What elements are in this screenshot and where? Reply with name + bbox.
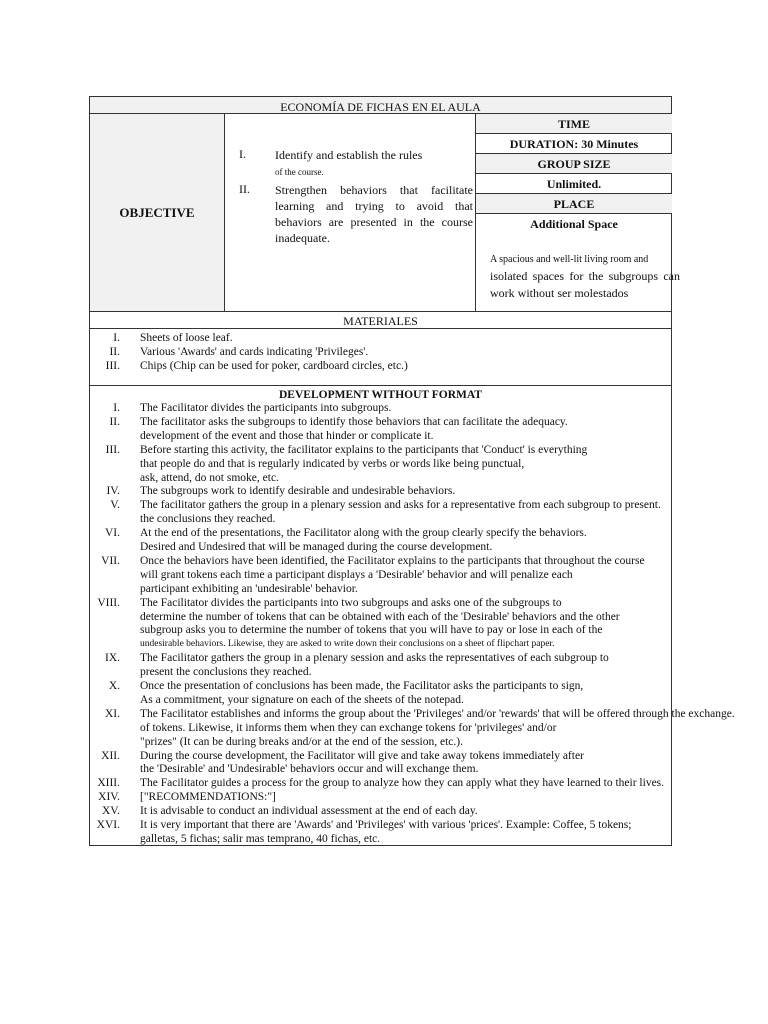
time-label: TIME — [476, 114, 672, 134]
list-item-text: present the conclusions they reached. — [140, 666, 312, 679]
list-item-number: XIII. — [97, 777, 120, 790]
list-item-number: X. — [108, 680, 120, 692]
list-item-number: XII. — [101, 749, 120, 762]
list-item-text: It is very important that there are 'Awards' and 'Privileges' with various 'prices'. Example: Coffee, 5 tokens; — [140, 819, 632, 831]
list-item-text: development of the event and those that hinder or complicate it. — [140, 429, 434, 442]
objective-num: I. — [239, 147, 246, 161]
list-item-text: The facilitator asks the subgroups to identify those behaviors that can facilitate the adequacy. — [140, 415, 568, 428]
objective-label: OBJECTIVE — [90, 114, 225, 311]
document-table: ECONOMÍA DE FICHAS EN EL AULA OBJECTIVE I. Identify and establish the rules of the course. II. Strengthen behaviors that facilitate learning and trying to avoid that behaviors are presented in the course inadequate. TIME DURATION: 30 Minutes GROUP SIZE Unlimited. PLACE Additional Space A spacious and well-lit living room and isolated spaces for the subgroups can work without ser molestados MATERIALES I. Sheets of loose leaf. II. Various 'Awards' and cards indicating 'Privileges'. III. Chips (Chip can be used for poker, cardboard circles, etc.) DEVELOPMENT WITHOUT FORMAT I. The Facilitator divides the participants into subgroups. II. The facilitator asks the subgroups to identify those behaviors that can facilitate the adequacy. development of the event and those that hinder or complicate it. III. Before starting this activity, the facilitator explains to the participants that 'Conduct' is everything that people do and that is regularly indicated by verbs or words like being punctual, ask, attend, do not smoke, etc. IV. The subgroups work to identify desirable and undesirable behaviors. V. The facilitator gathers the group in a plenary session and asks for a representative from each subgroup to present. the conclusions they reached. VI. At the end of the presentations, the Facilitator along with the group clearly specify the behaviors. Desired and Undesired that will be managed during the course development. VII. Once the behaviors have been identified, the Facilitator explains to the participants that throughout the course will grant tokens each time a participant displays a 'Desirable' behavior and will penalize each participant exhibiting an 'undesirable' behavior. VIII. The Facilitator divides the participants into two subgroups and asks one of the subgroups to determine the number of tokens that can be obtained with each of the 'Desirable' behaviors and the other subgroup asks you to determine the number of tokens that you will have to pay or lose in each of the undesirable behaviors. Likewise, they are asked to write down their conclusions on a sheet of flipchart paper. IX. The Facilitator gathers the group in a plenary session and asks the representatives of each subgroup to present the conclusions they reached. X. Once the presentation of conclusions has been made, the Facilitator asks the participants to sign, As a commitment, your signature on each of the sheets of the notepad. XI. The Facilitator establishes and informs the group about the 'Privileges' and/or 'rewards' that will be offered through the exchange. of tokens. Likewise, it informs them when they can exchange tokens for 'privileges' and/or "prizes" (It can be during breaks and/or at the end of the session, etc.). XII. During the course development, the Facilitator will give and take away tokens immediately after the 'Desirable' and 'Undesirable' behaviors occur and will exchange them. XIII. The Facilitator guides a process for the group to analyze how they can apply what they have learned to their lives. XIV. ["RECOMMENDATIONS:"] XV. It is advisable to conduct an individual assessment at the end of each day. XVI. It is very important that there are 'Awards' and 'Privileges' with various 'prices'. Example: Coffee, 5 tokens; galletas, 5 fichas; salir mas temprano, 40 fichas, etc. — [89, 96, 672, 846]
list-item-text: the 'Desirable' and 'Undesirable' behaviors occur and will exchange them. — [140, 763, 479, 776]
list-item-text: Before starting this activity, the facilitator explains to the participants that 'Conduct' is everything — [140, 443, 588, 456]
list-item-number: VII. — [101, 554, 120, 567]
list-item-number: II. — [109, 415, 120, 428]
list-item-text: "prizes" (It can be during breaks and/or at the end of the session, etc.). — [140, 735, 463, 748]
objective-list — [225, 114, 476, 311]
place-label: PLACE — [476, 194, 672, 214]
list-item-number: IV. — [106, 485, 120, 498]
list-item-text: The facilitator gathers the group in a plenary session and asks for a representative from each subgroup to present. — [140, 499, 661, 512]
list-item-text: subgroup asks you to determine the number of tokens that you will have to pay or lose in each of the — [140, 624, 603, 637]
list-item-text: Once the presentation of conclusions has been made, the Facilitator asks the participants to sign, — [140, 680, 584, 692]
list-item-text: ask, attend, do not smoke, etc. — [140, 471, 279, 484]
list-item-text: determine the number of tokens that can be obtained with each of the 'Desirable' behaviors and the other — [140, 610, 620, 623]
course-info-panel — [476, 114, 680, 311]
list-item-number: IX. — [104, 652, 120, 665]
list-item-text: Once the behaviors have been identified, the Facilitator explains to the participants that throughout the course — [140, 554, 645, 567]
duration-value: DURATION: 30 Minutes — [476, 134, 672, 154]
development-header: DEVELOPMENT WITHOUT FORMAT — [90, 385, 671, 402]
list-item-text: The Facilitator gathers the group in a plenary session and asks the representatives of each subgroup to — [140, 652, 609, 665]
list-item-text: During the course development, the Facilitator will give and take away tokens immediately after — [140, 749, 584, 762]
list-item-text: that people do and that is regularly indicated by verbs or words like being punctual, — [140, 457, 525, 470]
unlimited-value: Unlimited. — [476, 174, 672, 194]
list-item-number: XV. — [101, 805, 120, 818]
list-item-text: The subgroups work to identify desirable and undesirable behaviors. — [140, 485, 456, 498]
list-item-number: XI. — [104, 707, 120, 720]
list-item-text: of tokens. Likewise, it informs them when they can exchange tokens for 'privileges' and/or — [140, 721, 557, 734]
place-description-text: isolated spaces for the subgroups can work without ser molestados — [490, 269, 680, 300]
group-size-label: GROUP SIZE — [476, 154, 672, 174]
list-item-text: galletas, 5 fichas; salir mas temprano, 40 fichas, etc. — [140, 832, 381, 845]
objective-text-small: of the course. — [275, 167, 324, 177]
place-description — [476, 250, 680, 302]
objective-text: Identify and establish the rules — [275, 148, 423, 162]
list-item-text: At the end of the presentations, the Facilitator along with the group clearly specify the behaviors. — [140, 527, 587, 540]
place-description-small: A spacious and well-lit living room and — [490, 254, 649, 265]
list-item-number: XVI. — [96, 819, 120, 831]
list-item-text: ["RECOMMENDATIONS:"] — [140, 791, 276, 804]
list-item-text: participant exhibiting an 'undesirable' behavior. — [140, 582, 358, 595]
list-item-text: Desired and Undesired that will be managed during the course development. — [140, 541, 493, 553]
list-item-text: The Facilitator divides the participants into two subgroups and asks one of the subgroups to — [140, 596, 562, 609]
objective-text: Strengthen behaviors that facilitate learning and trying to avoid that behaviors are presented in the course inadequate. — [275, 183, 473, 245]
materials-header: MATERIALES — [90, 311, 671, 329]
list-item-text: the conclusions they reached. — [140, 513, 276, 526]
list-item-text: The Facilitator establishes and informs the group about the 'Privileges' and/or 'rewards' that will be offered through the exchange. — [140, 707, 735, 720]
list-item-text: will grant tokens each time a participant displays a 'Desirable' behavior and will penalize each — [140, 568, 573, 581]
list-item-text: undesirable behaviors. Likewise, they are asked to write down their conclusions on a sheet of flipchart paper. — [140, 639, 555, 650]
list-item-number: III. — [105, 443, 120, 456]
list-item-number: VIII. — [97, 596, 120, 609]
list-item-text: It is advisable to conduct an individual assessment at the end of each day. — [140, 805, 478, 818]
list-item-text: The Facilitator guides a process for the group to analyze how they can apply what they have learned to their lives. — [140, 777, 665, 790]
list-item-text: As a commitment, your signature on each of the sheets of the notepad. — [140, 693, 464, 706]
objective-num: II. — [239, 182, 250, 196]
document-title: ECONOMÍA DE FICHAS EN EL AULA — [90, 97, 671, 114]
list-item-text: The Facilitator divides the participants into subgroups. — [140, 402, 392, 414]
list-item-number: VI. — [104, 527, 120, 540]
list-item-number: V. — [110, 499, 120, 512]
list-item-number: XIV. — [98, 791, 120, 804]
additional-space-label: Additional Space — [530, 217, 618, 231]
list-item-number: I. — [113, 402, 120, 414]
